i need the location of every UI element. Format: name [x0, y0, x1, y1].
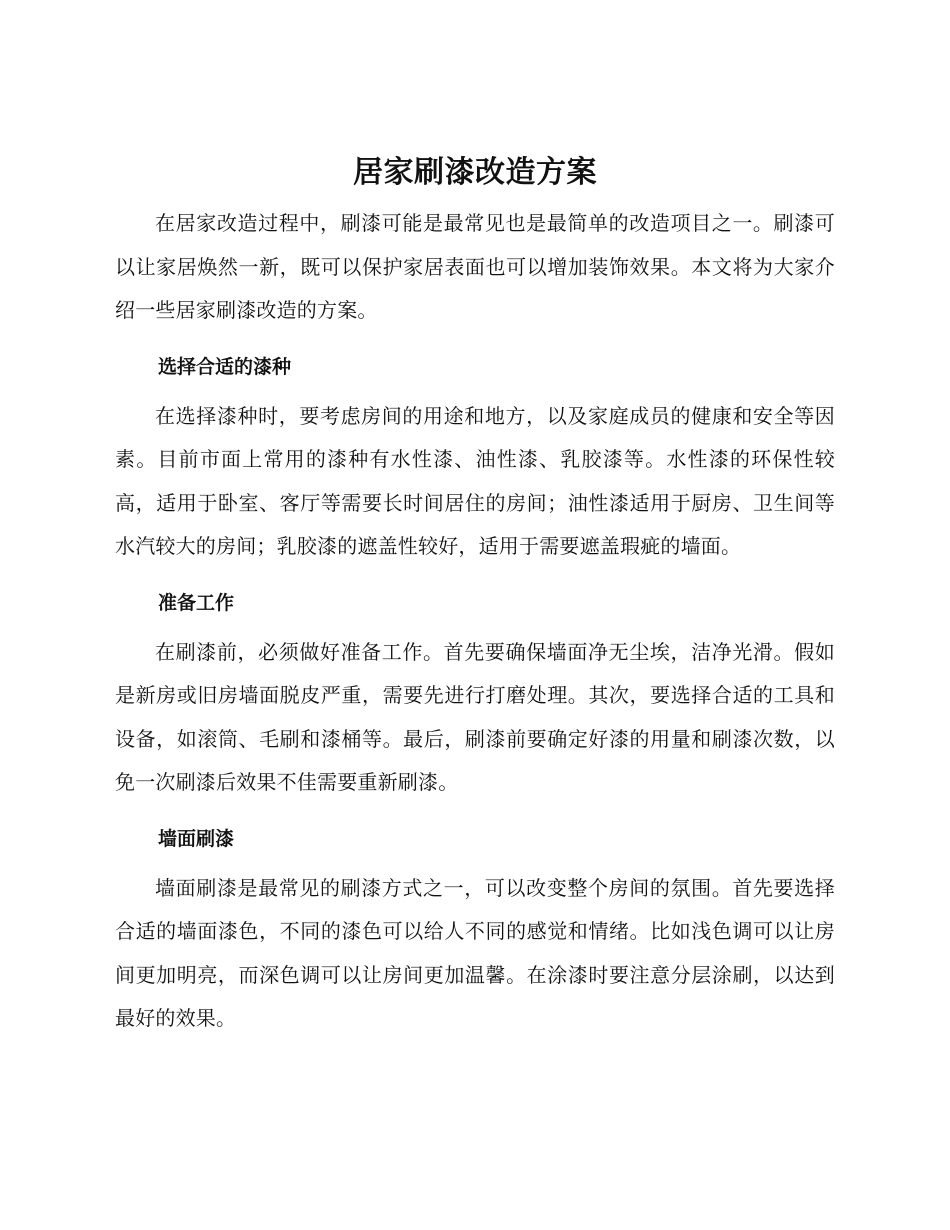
section-body-wall-painting: 墙面刷漆是最常见的刷漆方式之一，可以改变整个房间的氛围。首先要选择合适的墙面漆色，不同的漆色可以给人不同的感觉和情绪。比如浅色调可以让房间更加明亮，而深色调可以让房间更加温馨。在涂漆时要注意分层涂刷，以达到最好的效果。	[115, 875, 835, 1030]
section-heading-wall-painting: 墙面刷漆	[158, 827, 235, 850]
document-title: 居家刷漆改造方案	[353, 155, 597, 190]
section-heading-preparation: 准备工作	[158, 591, 235, 614]
section-body-paint-type: 在选择漆种时，要考虑房间的用途和地方，以及家庭成员的健康和安全等因素。目前市面上常用的漆种有水性漆、油性漆、乳胶漆等。水性漆的环保性较高，适用于卧室、客厅等需要长时间居住的房间；油性漆适用于厨房、卫生间等水汽较大的房间；乳胶漆的遮盖性较好，适用于需要遮盖瑕疵的墙面。	[115, 403, 835, 558]
section-body-preparation: 在刷漆前，必须做好准备工作。首先要确保墙面净无尘埃，洁净光滑。假如是新房或旧房墙面脱皮严重，需要先进行打磨处理。其次，要选择合适的工具和设备，如滚筒、毛刷和漆桶等。最后，刷漆前要确定好漆的用量和刷漆次数，以免一次刷漆后效果不佳需要重新刷漆。	[115, 639, 835, 794]
intro-paragraph: 在居家改造过程中，刷漆可能是最常见也是最简单的改造项目之一。刷漆可以让家居焕然一新，既可以保护家居表面也可以增加装饰效果。本文将为大家介绍一些居家刷漆改造的方案。	[115, 211, 835, 322]
section-heading-paint-type: 选择合适的漆种	[158, 355, 292, 378]
